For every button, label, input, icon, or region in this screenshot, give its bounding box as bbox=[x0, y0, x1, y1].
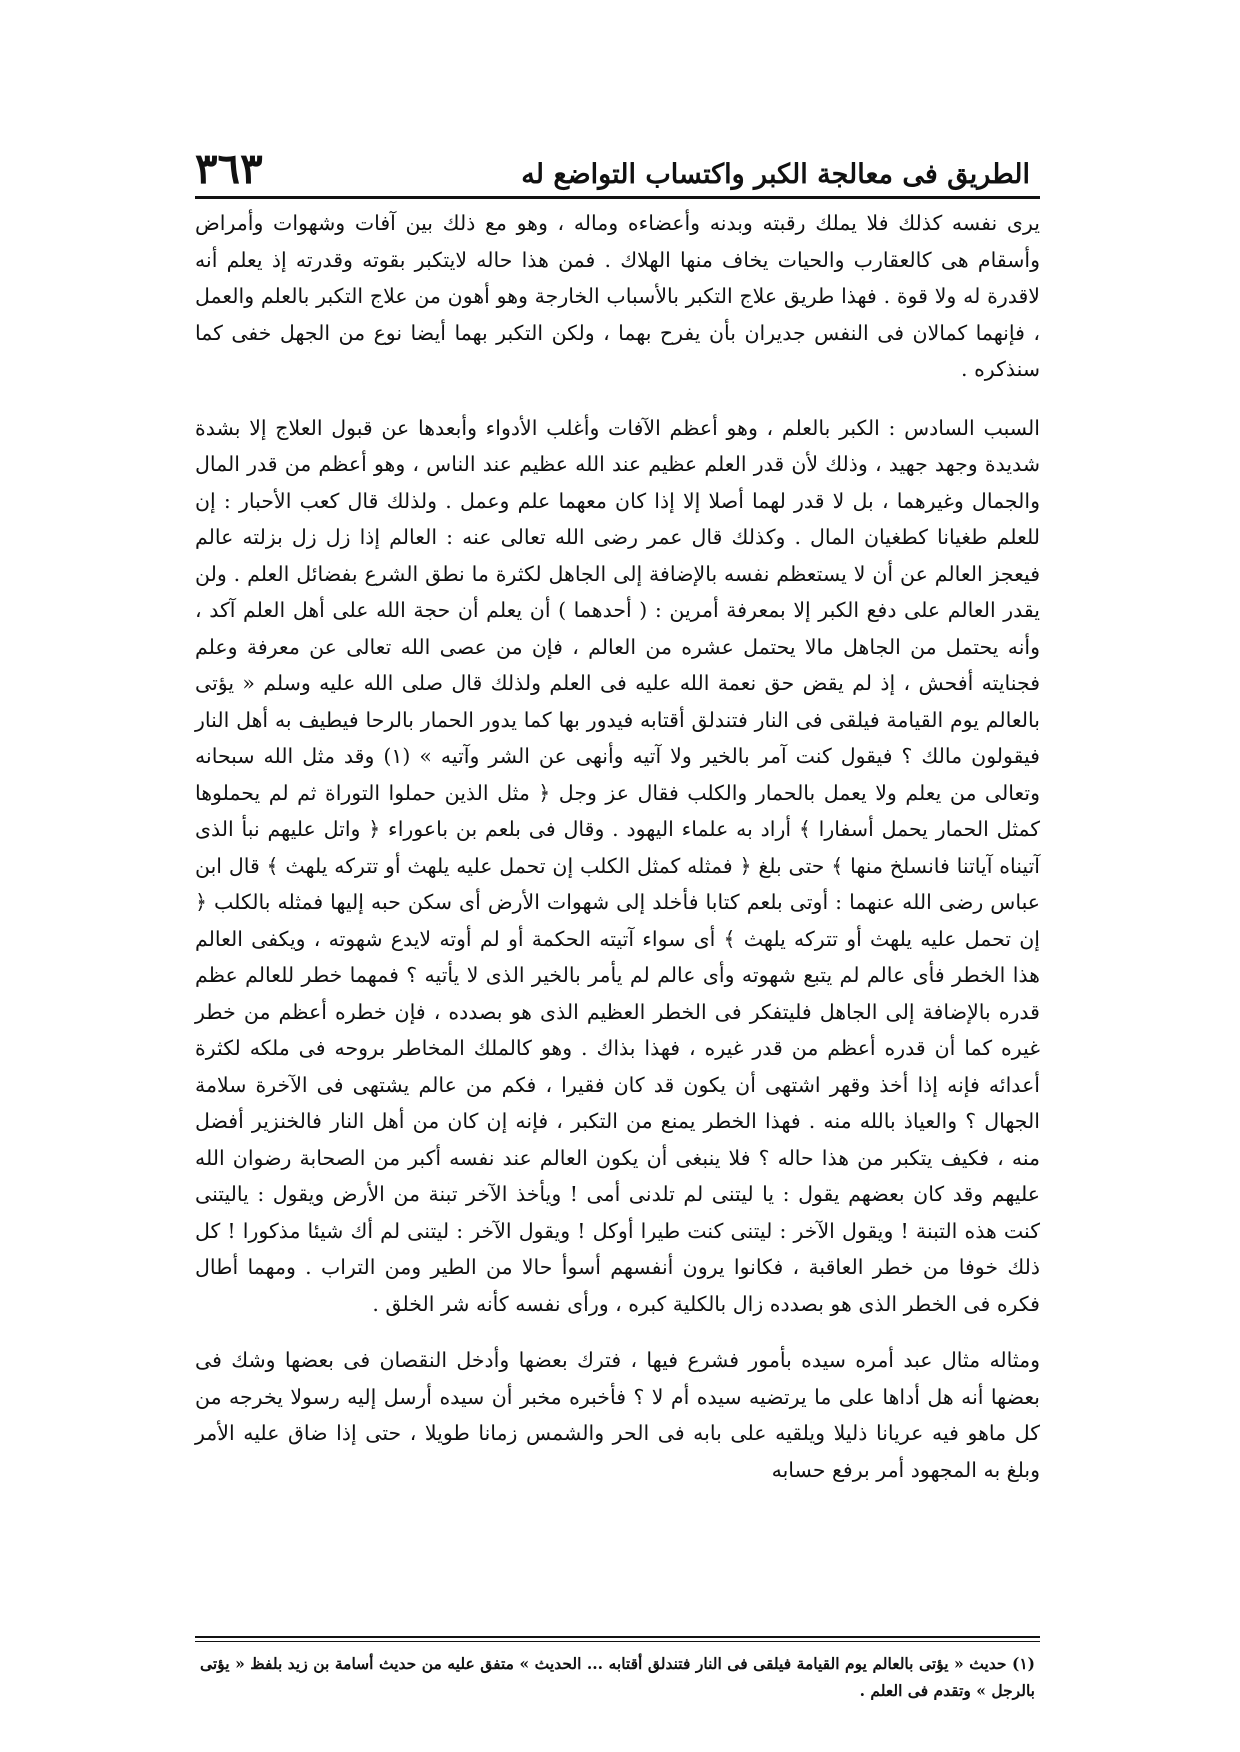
paragraph-3: ومثاله مثال عبد أمره سيده بأمور فشرع فيها ، فترك بعضها وأدخل النقصان فى بعضها وشك فى بعضها أنه هل أداها على ما يرتضيه سيده أم لا ؟ فأخبره مخبر أن سيده أرسل إليه رسولا يخرجه من كل ماهو فيه عريانا ذليلا ويلقيه على بابه فى الحر والشمس زمانا طويلا ، حتى إذا ضاق عليه الأمر وبلغ به المجهود أمر برفع حسابه bbox=[195, 1348, 1040, 1482]
page-header bbox=[195, 140, 1040, 193]
paragraph-1: يرى نفسه كذلك فلا يملك رقبته وبدنه وأعضاءه وماله ، وهو مع ذلك بين آفات وشهوات وأمراض وأسقام هى كالعقارب والحيات يخاف منها الهلاك . فمن هذا حاله لايتكبر بقوته وقدرته إذ يعلم أنه لاقدرة له ولا قوة . فهذا طريق علاج التكبر بالأسباب الخارجة وهو أهون من علاج التكبر بالعلم والعمل ، فإنهما كمالان فى النفس جديران بأن يفرح بهما ، ولكن التكبر بهما أيضا نوع من الجهل خفى كما سنذكره . bbox=[195, 211, 1040, 381]
footnote-rule-thin bbox=[195, 1641, 1040, 1642]
running-title: الطريق فى معالجة الكبر واكتساب التواضع له bbox=[521, 159, 1030, 190]
header-rule bbox=[195, 196, 1040, 199]
page-number: ٣٦٣ bbox=[195, 144, 263, 193]
paragraph-2: السبب السادس : الكبر بالعلم ، وهو أعظم الآفات وأغلب الأدواء وأبعدها عن قبول العلاج إلا بشدة شديدة وجهد جهيد ، وذلك لأن قدر العلم عظيم عند الله عظيم عند الناس ، وهو أعظم من قدر المال والجمال وغيرهما ، بل لا قدر لهما أصلا إلا إذا كان معهما علم وعمل . ولذلك قال كعب الأحبار : إن للعلم طغيانا كطغيان المال . وكذلك قال عمر رضى الله تعالى عنه : العالم إذا زل زل بزلته عالم فيعجز العالم عن أن لا يستعظم نفسه بالإضافة إلى الجاهل لكثرة ما نطق الشرع بفضائل العلم . ولن يقدر العالم على دفع الكبر إلا بمعرفة أمرين : ( أحدهما ) أن يعلم أن حجة الله على أهل العلم آكد ، وأنه يحتمل من الجاهل مالا يحتمل عشره من العالم ، فإن من عصى الله تعالى عن معرفة وعلم فجنايته أفحش ، إذ لم يقض حق نعمة الله عليه فى العلم ولذلك قال صلى الله عليه وسلم « يؤتى بالعالم يوم القيامة فيلقى فى النار فتندلق أقتابه فيدور بها كما يدور الحمار بالرحا فيطيف به أهل النار فيقولون مالك ؟ فيقول كنت آمر بالخير ولا آتيه وأنهى عن الشر وآتيه » (١) وقد مثل الله سبحانه وتعالى من يعلم ولا يعمل بالحمار والكلب فقال عز وجل ﴿ مثل الذين حملوا التوراة ثم لم يحملوها كمثل الحمار يحمل أسفارا ﴾ أراد به علماء اليهود . وقال فى بلعم بن باعوراء ﴿ واتل عليهم نبأ الذى آتيناه آياتنا فانسلخ منها ﴾ حتى بلغ ﴿ فمثله كمثل الكلب إن تحمل عليه يلهث أو تتركه يلهث ﴾ قال ابن عباس رضى الله عنهما : أوتى بلعم كتابا فأخلد إلى شهوات الأرض أى سكن حبه إليها فمثله بالكلب ﴿ إن تحمل عليه يلهث أو تتركه يلهث ﴾ أى سواء آتيته الحكمة أو لم أوته لايدع شهوته ، ويكفى العالم هذا الخطر فأى عالم لم يتبع شهوته وأى عالم لم يأمر بالخير الذى لا يأتيه ؟ فمهما خطر للعالم عظم قدره بالإضافة إلى الجاهل فليتفكر فى الخطر العظيم الذى هو بصدده ، فإن خطره أعظم من خطر غيره كما أن قدره أعظم من قدر غيره ، فهذا بذاك . وهو كالملك المخاطر بروحه فى ملكه لكثرة أعدائه فإنه إذا أخذ وقهر اشتهى أن يكون قد كان فقيرا ، فكم من عالم يشتهى فى الآخرة سلامة الجهال ؟ والعياذ بالله منه . فهذا الخطر يمنع من التكبر ، فإنه إن كان من أهل النار فالخنزير أفضل منه ، فكيف يتكبر من هذا حاله ؟ فلا ينبغى أن يكون العالم عند نفسه أكبر من الصحابة رضوان الله عليهم وقد كان بعضهم يقول : يا ليتنى لم تلدنى أمى ! ويأخذ الآخر تبنة من الأرض ويقول : ياليتنى كنت هذه التبنة ! ويقول الآخر : ليتنى كنت طيرا أوكل ! ويقول الآخر : ليتنى لم أك شيئا مذكورا ! كل ذلك خوفا من خطر العاقبة ، فكانوا يرون أنفسهم أسوأ حالا من الطير ومن التراب . ومهما أطال فكره فى الخطر الذى هو بصدده زال بالكلية كبره ، ورأى نفسه كأنه شر الخلق . bbox=[195, 415, 1041, 1316]
body-text bbox=[195, 205, 1040, 1488]
footnote-rule bbox=[195, 1636, 1040, 1638]
footnote: (١) حديث « يؤتى بالعالم يوم القيامة فيلقى فى النار فتندلق أقتابه ... الحديث » متفق عليه من حديث أسامة بن زيد بلفظ « يؤتى بالرجل » وتقدم فى العلم . bbox=[200, 1654, 1035, 1700]
